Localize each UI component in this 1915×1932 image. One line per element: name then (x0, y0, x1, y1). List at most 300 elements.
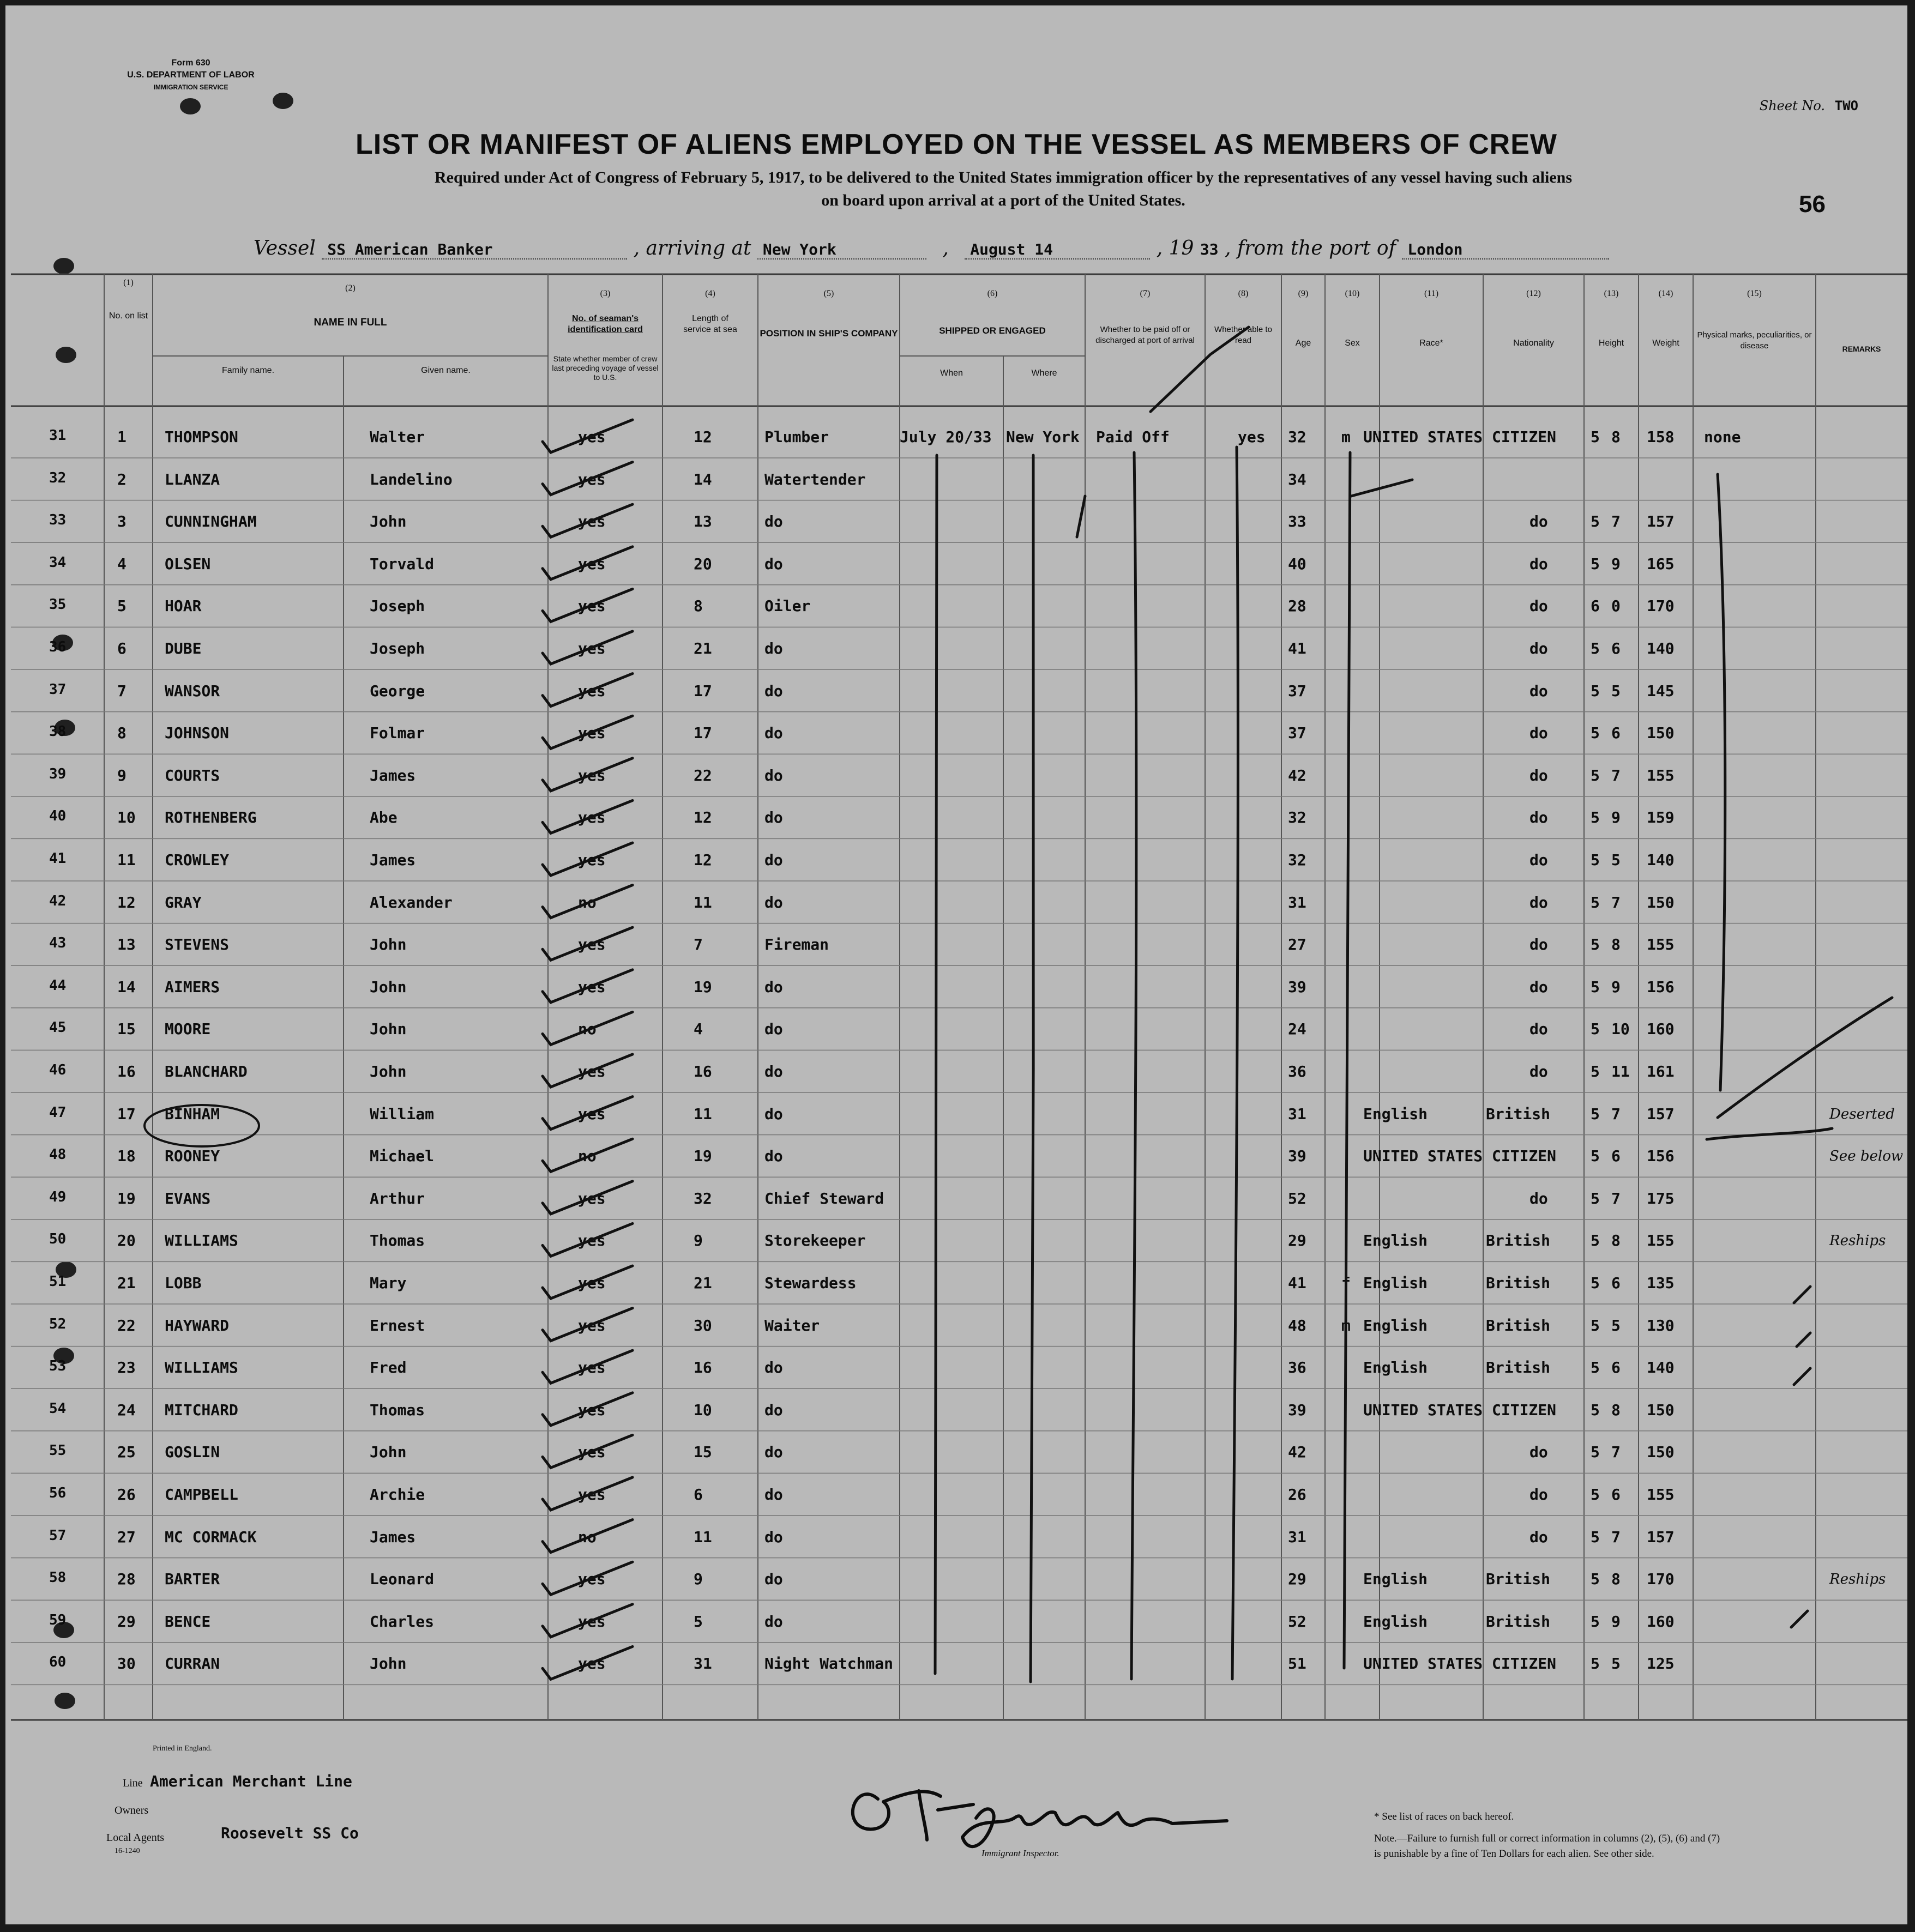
cell-margin-number: 36 (49, 639, 67, 655)
sheet-label: Sheet No. (1759, 98, 1825, 113)
col-header-weight: Weight (1652, 339, 1679, 348)
cell-list-number: 20 (117, 1231, 136, 1250)
cell-identification-card: yes (578, 554, 606, 573)
cell-height-inches: 7 (1611, 1189, 1621, 1208)
check-mark (543, 1223, 633, 1256)
col-header-remarks: REMARKS (1842, 345, 1881, 353)
cell-ship-position: do (764, 1147, 783, 1166)
cell-list-number: 8 (117, 724, 127, 742)
cell-sex: m (1341, 428, 1351, 446)
cell-margin-number: 35 (49, 596, 67, 613)
col-header-age: Age (1295, 339, 1311, 348)
cell-ship-position: do (764, 1062, 783, 1080)
cell-nationality: do (1529, 935, 1548, 954)
cell-list-number: 30 (117, 1655, 136, 1673)
cell-list-number: 1 (117, 428, 127, 446)
cell-identification-card: no (578, 1020, 597, 1039)
col14-number: (14) (1658, 289, 1673, 298)
cell-weight: 130 (1647, 1316, 1675, 1335)
cell-age: 31 (1288, 1104, 1306, 1123)
cell-margin-number: 50 (49, 1231, 67, 1248)
cell-sex: m (1341, 1316, 1351, 1335)
cell-height-feet: 5 (1591, 512, 1600, 531)
cell-height-feet: 5 (1591, 1612, 1600, 1631)
cell-remarks: See below (1829, 1148, 1904, 1165)
cell-age: 36 (1288, 1359, 1306, 1377)
cell-ship-position: Chief Steward (764, 1189, 884, 1208)
cell-ship-position: do (764, 681, 783, 700)
cell-nationality: do (1529, 1189, 1548, 1208)
col9-number: (9) (1298, 289, 1309, 298)
cell-list-number: 4 (117, 554, 127, 573)
col-header-last-voyage: State whether member of crew last preceding voyage of vessel to U.S. (552, 354, 659, 382)
cell-given-name: Arthur (370, 1189, 425, 1208)
cell-identification-card: yes (578, 935, 606, 954)
cell-weight: 157 (1647, 1528, 1675, 1546)
cell-length-of-service: 12 (694, 808, 712, 827)
cell-race: English (1363, 1104, 1428, 1123)
cell-age: 52 (1288, 1612, 1306, 1631)
cell-ship-position: do (764, 1104, 783, 1123)
col-header-identification-card: No. of seaman's identification card (568, 314, 643, 334)
cell-given-name: William (370, 1104, 435, 1123)
col-header-physical-marks: Physical marks, peculiarities, or disease (1697, 330, 1812, 351)
cell-list-number: 27 (117, 1528, 136, 1546)
cell-given-name: Mary (370, 1274, 407, 1292)
cell-age: 39 (1288, 1400, 1306, 1419)
cell-height-inches: 6 (1611, 724, 1621, 742)
cell-height-inches: 0 (1611, 597, 1621, 615)
cell-remarks: Deserted (1829, 1106, 1895, 1122)
cell-given-name: James (370, 1528, 416, 1546)
cell-family-name: CURRAN (165, 1655, 220, 1673)
col-header-length-of-service: Length of service at sea (683, 314, 737, 334)
cell-height-feet: 5 (1591, 1020, 1600, 1039)
owners-label: Owners (115, 1804, 149, 1816)
cell-nationality: do (1529, 766, 1548, 784)
cell-given-name: Alexander (370, 893, 453, 911)
col-header-race: Race* (1419, 339, 1443, 348)
cell-margin-number: 33 (49, 512, 67, 529)
cell-length-of-service: 12 (694, 851, 712, 869)
cell-length-of-service: 17 (694, 681, 712, 700)
check-mark (543, 758, 633, 791)
arrival-port: New York (757, 240, 926, 259)
cell-weight: 170 (1647, 597, 1675, 615)
cell-race: UNITED STATES CITIZEN (1363, 1147, 1557, 1166)
cell-nationality: British (1486, 1570, 1551, 1589)
cell-height-feet: 5 (1591, 1443, 1600, 1462)
cell-height-feet: 5 (1591, 1147, 1600, 1166)
cell-identification-card: yes (578, 1062, 606, 1080)
year-label: , 19 (1156, 237, 1194, 259)
cell-family-name: ROTHENBERG (165, 808, 257, 827)
check-mark (543, 1646, 633, 1679)
from-port-label: , from the port of (1225, 237, 1396, 259)
check-mark (543, 970, 633, 1003)
cell-weight: 155 (1647, 1486, 1675, 1504)
cell-race: English (1363, 1570, 1428, 1589)
cell-given-name: Michael (370, 1147, 435, 1166)
cell-family-name: CROWLEY (165, 851, 230, 869)
cell-identification-card: yes (578, 681, 606, 700)
cell-margin-number: 39 (49, 765, 67, 782)
cell-height-inches: 6 (1611, 1486, 1621, 1504)
cell-nationality: do (1529, 1528, 1548, 1546)
cell-weight: 156 (1647, 1147, 1675, 1166)
check-mark (543, 547, 633, 579)
cell-height-inches: 6 (1611, 1147, 1621, 1166)
cell-given-name: Archie (370, 1486, 425, 1504)
cell-family-name: MITCHARD (165, 1400, 238, 1419)
cell-list-number: 2 (117, 470, 127, 488)
cell-age: 41 (1288, 1274, 1306, 1292)
cell-given-name: Landelino (370, 470, 453, 488)
cell-given-name: John (370, 1655, 407, 1673)
check-mark (543, 1308, 633, 1341)
check-mark (543, 1054, 633, 1087)
cell-weight: 140 (1647, 1359, 1675, 1377)
cell-family-name: EVANS (165, 1189, 211, 1208)
col-header-nationality: Nationality (1513, 339, 1554, 348)
cell-given-name: James (370, 851, 416, 869)
col8-number: (8) (1238, 289, 1249, 298)
col13-number: (13) (1604, 289, 1619, 298)
col5-number: (5) (823, 289, 834, 298)
cell-age: 31 (1288, 893, 1306, 911)
cell-ship-position: do (764, 1486, 783, 1504)
cell-given-name: Folmar (370, 724, 425, 742)
cell-list-number: 18 (117, 1147, 136, 1166)
cell-age: 32 (1288, 808, 1306, 827)
cell-weight: 150 (1647, 1400, 1675, 1419)
check-mark (543, 1266, 633, 1299)
check-mark (543, 716, 633, 748)
cell-family-name: STEVENS (165, 935, 230, 954)
cell-weight: 145 (1647, 681, 1675, 700)
cell-height-inches: 7 (1611, 1528, 1621, 1546)
cell-length-of-service: 7 (694, 935, 703, 954)
cell-family-name: DUBE (165, 639, 202, 657)
cell-height-feet: 5 (1591, 681, 1600, 700)
cell-age: 36 (1288, 1062, 1306, 1080)
cell-identification-card: yes (578, 977, 606, 996)
cell-height-inches: 11 (1611, 1062, 1630, 1080)
cell-identification-card: yes (578, 470, 606, 488)
cell-family-name: ROONEY (165, 1147, 220, 1166)
cell-ship-position: do (764, 808, 783, 827)
cell-family-name: BLANCHARD (165, 1062, 248, 1080)
check-mark (543, 1350, 633, 1383)
cell-ship-position: do (764, 1400, 783, 1419)
cell-given-name: Fred (370, 1359, 407, 1377)
cell-height-inches: 7 (1611, 893, 1621, 911)
cell-age: 40 (1288, 554, 1306, 573)
cell-nationality: do (1529, 1486, 1548, 1504)
cell-physical-marks: none (1704, 428, 1741, 446)
cell-age: 31 (1288, 1528, 1306, 1546)
cell-identification-card: yes (578, 1570, 606, 1589)
cell-nationality: do (1529, 724, 1548, 742)
cell-ship-position: Night Watchman (764, 1655, 894, 1673)
col-header-sex: Sex (1345, 339, 1360, 348)
cell-ship-position: Storekeeper (764, 1231, 866, 1250)
cell-family-name: OLSEN (165, 554, 211, 573)
cell-identification-card: yes (578, 512, 606, 531)
col3-number: (3) (600, 289, 611, 298)
check-mark (543, 1435, 633, 1468)
cell-ship-position: do (764, 1443, 783, 1462)
cell-ship-position: do (764, 639, 783, 657)
cell-height-inches: 5 (1611, 1655, 1621, 1673)
col1-number: (1) (123, 278, 134, 287)
cell-family-name: BINHAM (165, 1104, 220, 1123)
col-header-position: POSITION IN SHIP'S COMPANY (760, 328, 898, 339)
cell-identification-card: yes (578, 1104, 606, 1123)
cell-age: 39 (1288, 1147, 1306, 1166)
binham-circle (144, 1105, 259, 1146)
cell-margin-number: 44 (49, 977, 67, 994)
cell-list-number: 19 (117, 1189, 136, 1208)
arrival-date: August 14 (965, 240, 1150, 259)
cell-height-inches: 6 (1611, 1274, 1621, 1292)
cell-height-inches: 5 (1611, 1316, 1621, 1335)
arrival-year: 33 (1200, 240, 1219, 258)
cell-weight: 160 (1647, 1020, 1675, 1039)
form-number: Form 630 (171, 58, 210, 68)
cell-shipped-when: July 20/33 (900, 428, 992, 446)
cell-weight: 155 (1647, 935, 1675, 954)
arriving-label: , arriving at (633, 237, 751, 259)
cell-weight: 140 (1647, 639, 1675, 657)
cell-age: 33 (1288, 512, 1306, 531)
col-header-where: Where (1031, 369, 1057, 378)
cell-able-to-read: yes (1238, 428, 1266, 446)
cell-ship-position: do (764, 851, 783, 869)
cell-weight: 165 (1647, 554, 1675, 573)
cell-race: UNITED STATES CITIZEN (1363, 1655, 1557, 1673)
sheet-value: TWO (1834, 98, 1858, 113)
cell-age: 42 (1288, 766, 1306, 784)
cell-weight: 135 (1647, 1274, 1675, 1292)
cell-ship-position: do (764, 1570, 783, 1589)
cell-family-name: MC CORMACK (165, 1528, 257, 1546)
cell-height-feet: 5 (1591, 428, 1600, 446)
cell-height-inches: 8 (1611, 428, 1621, 446)
cell-list-number: 12 (117, 893, 136, 911)
cell-weight: 156 (1647, 977, 1675, 996)
cell-margin-number: 45 (49, 1019, 67, 1036)
cell-nationality: do (1529, 1443, 1548, 1462)
cell-identification-card: yes (578, 766, 606, 784)
cell-nationality: British (1486, 1274, 1551, 1292)
check-mark (543, 1604, 633, 1637)
service-name: IMMIGRATION SERVICE (153, 83, 228, 91)
check-mark (543, 1393, 633, 1426)
cell-length-of-service: 6 (694, 1486, 703, 1504)
subtitle-line-2: on board upon arrival at a port of the United States. (821, 191, 1185, 209)
cell-nationality: do (1529, 1020, 1548, 1039)
cell-given-name: Charles (370, 1612, 435, 1631)
cell-length-of-service: 20 (694, 554, 712, 573)
check-mark (543, 927, 633, 960)
cell-race: English (1363, 1359, 1428, 1377)
cell-length-of-service: 32 (694, 1189, 712, 1208)
check-mark (543, 1520, 633, 1553)
cell-length-of-service: 13 (694, 512, 712, 531)
cell-list-number: 25 (117, 1443, 136, 1462)
cell-family-name: MOORE (165, 1020, 211, 1039)
cell-family-name: WILLIAMS (165, 1231, 238, 1250)
cell-length-of-service: 12 (694, 428, 712, 446)
col-header-no-on-list: No. on list (109, 311, 148, 321)
cell-nationality: do (1529, 512, 1548, 531)
cell-list-number: 24 (117, 1400, 136, 1419)
cell-list-number: 21 (117, 1274, 136, 1292)
cell-race: UNITED STATES CITIZEN (1363, 428, 1557, 446)
cell-ship-position: do (764, 1020, 783, 1039)
cell-margin-number: 41 (49, 850, 67, 867)
fine-note-line-1: Note.—Failure to furnish full or correct information in columns (2), (5), (6) and (7) (1374, 1833, 1720, 1844)
cell-weight: 155 (1647, 1231, 1675, 1250)
cell-height-inches: 9 (1611, 977, 1621, 996)
cell-nationality: do (1529, 681, 1548, 700)
cell-margin-number: 46 (49, 1062, 67, 1078)
manifest-sheet (5, 5, 1907, 1924)
check-mark (543, 1562, 633, 1595)
col2-number: (2) (345, 283, 356, 293)
cell-nationality: do (1529, 893, 1548, 911)
cell-height-feet: 5 (1591, 1400, 1600, 1419)
cell-nationality: do (1529, 808, 1548, 827)
col4-number: (4) (705, 289, 715, 298)
col-header-name-in-full: NAME IN FULL (314, 317, 387, 328)
cell-given-name: John (370, 977, 407, 996)
cell-margin-number: 52 (49, 1315, 67, 1332)
cell-identification-card: yes (578, 1612, 606, 1631)
check-mark (543, 674, 633, 707)
cell-shipped-where: New York (1006, 428, 1080, 446)
cell-identification-card: no (578, 1147, 597, 1166)
cell-weight: 150 (1647, 1443, 1675, 1462)
cell-length-of-service: 9 (694, 1570, 703, 1589)
cell-height-feet: 5 (1591, 1359, 1600, 1377)
cell-margin-number: 58 (49, 1569, 67, 1586)
cell-length-of-service: 14 (694, 470, 712, 488)
cell-family-name: AIMERS (165, 977, 220, 996)
cell-sex: f (1341, 1274, 1351, 1292)
cell-age: 32 (1288, 851, 1306, 869)
cell-weight: 159 (1647, 808, 1675, 827)
cell-nationality: British (1486, 1231, 1551, 1250)
cell-margin-number: 59 (49, 1611, 67, 1628)
cell-height-inches: 5 (1611, 851, 1621, 869)
ink-annotations (5, 5, 1907, 1924)
cell-height-feet: 5 (1591, 1316, 1600, 1335)
cell-list-number: 28 (117, 1570, 136, 1589)
cell-margin-number: 48 (49, 1146, 67, 1163)
cell-margin-number: 40 (49, 808, 67, 825)
inspector-label: Immigrant Inspector. (981, 1848, 1059, 1858)
cell-age: 24 (1288, 1020, 1306, 1039)
check-mark (543, 1139, 633, 1172)
cell-nationality: British (1486, 1104, 1551, 1123)
cell-margin-number: 42 (49, 892, 67, 909)
cell-length-of-service: 19 (694, 1147, 712, 1166)
cell-height-feet: 5 (1591, 1104, 1600, 1123)
cell-margin-number: 49 (49, 1188, 67, 1205)
cell-list-number: 11 (117, 851, 136, 869)
cell-remarks: Reships (1829, 1233, 1886, 1249)
cell-length-of-service: 22 (694, 766, 712, 784)
cell-list-number: 22 (117, 1316, 136, 1335)
check-mark (543, 1012, 633, 1045)
col-header-shipped-or-engaged: SHIPPED OR ENGAGED (939, 325, 1046, 336)
vessel-name: SS American Banker (322, 240, 627, 259)
cell-identification-card: no (578, 893, 597, 911)
cell-margin-number: 34 (49, 554, 67, 571)
cell-height-feet: 5 (1591, 851, 1600, 869)
cell-length-of-service: 21 (694, 1274, 712, 1292)
cell-family-name: BENCE (165, 1612, 211, 1631)
cell-height-feet: 5 (1591, 554, 1600, 573)
col-header-able-to-read: Whether able to read (1214, 325, 1272, 345)
form-code: 16-1240 (115, 1847, 140, 1855)
cell-remarks: Reships (1829, 1571, 1886, 1588)
cell-nationality: British (1486, 1612, 1551, 1631)
check-mark (543, 1477, 633, 1510)
cell-height-inches: 7 (1611, 1104, 1621, 1123)
cell-height-inches: 8 (1611, 1231, 1621, 1250)
cell-height-inches: 8 (1611, 1570, 1621, 1589)
cell-length-of-service: 11 (694, 1528, 712, 1546)
cell-length-of-service: 21 (694, 639, 712, 657)
cell-weight: 160 (1647, 1612, 1675, 1631)
cell-length-of-service: 16 (694, 1062, 712, 1080)
cell-given-name: John (370, 1443, 407, 1462)
cell-height-feet: 5 (1591, 977, 1600, 996)
cell-family-name: HOAR (165, 597, 202, 615)
cell-length-of-service: 30 (694, 1316, 712, 1335)
cell-given-name: Torvald (370, 554, 435, 573)
cell-weight: 157 (1647, 1104, 1675, 1123)
check-mark (543, 631, 633, 664)
cell-family-name: WANSOR (165, 681, 220, 700)
cell-margin-number: 55 (49, 1442, 67, 1459)
cell-length-of-service: 10 (694, 1400, 712, 1419)
cell-family-name: CAMPBELL (165, 1486, 238, 1504)
cell-ship-position: Plumber (764, 428, 829, 446)
cell-height-feet: 5 (1591, 808, 1600, 827)
cell-age: 39 (1288, 977, 1306, 996)
cell-ship-position: do (764, 512, 783, 531)
cell-length-of-service: 11 (694, 1104, 712, 1123)
cell-margin-number: 60 (49, 1654, 67, 1671)
cell-list-number: 7 (117, 681, 127, 700)
cell-list-number: 6 (117, 639, 127, 657)
cell-margin-number: 53 (49, 1358, 67, 1375)
cell-margin-number: 51 (49, 1273, 67, 1290)
cell-height-feet: 5 (1591, 1274, 1600, 1292)
cell-height-feet: 5 (1591, 724, 1600, 742)
cell-identification-card: yes (578, 1486, 606, 1504)
cell-height-feet: 5 (1591, 639, 1600, 657)
cell-race: English (1363, 1274, 1428, 1292)
printed-note: Printed in England. (153, 1744, 212, 1753)
vessel-line: Vessel SS American Banker , arriving at New York , August 14 , 19 33 , from the port of London (254, 237, 1609, 259)
cell-given-name: Abe (370, 808, 398, 827)
cell-race: English (1363, 1231, 1428, 1250)
